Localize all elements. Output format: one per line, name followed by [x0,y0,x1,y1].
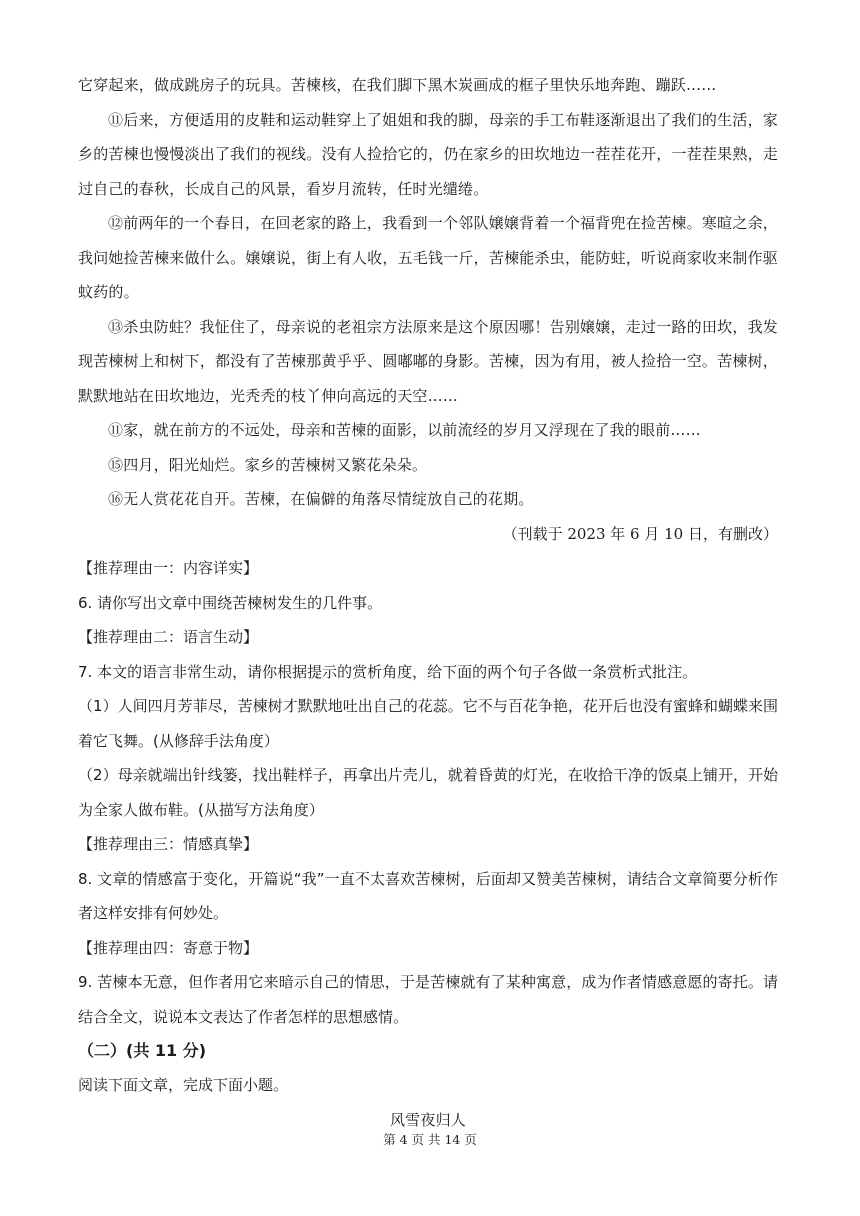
paragraph-16: ⑯无人赏花花自开。苦楝，在偏僻的角落尽情绽放自己的花期。 [108,490,534,508]
article-title: 风雪夜归人 [389,1110,466,1129]
document-body [78,68,778,1137]
paragraph-continued: 它穿起来，做成跳房子的玩具。苦楝核，在我们脚下黑木炭画成的框子里快乐地奔跑、蹦跃…… [78,76,717,94]
section-heading: （二）(共 11 分) [78,1041,207,1060]
paragraph-12: ⑫前两年的一个春日，在回老家的路上，我看到一个邻队嬢嬢背着一个福背兜在捡苦楝。寒暄之余，我问她捡苦楝来做什么。嬢嬢说，街上有人收，五毛钱一斤，苦楝能杀虫，能防蛀，听说商家收来制作驱蚊药的。 [78,214,778,301]
page-footer: 第 4 页 共 14 页 [383,1132,477,1147]
reason-2: 【推荐理由二：语言生动】 [78,628,259,646]
paragraph-14: ⑪家，就在前方的不远处，母亲和苦楝的面影，以前流经的岁月又浮现在了我的眼前…… [108,421,701,439]
question-6: 6. 请你写出文章中围绕苦楝树发生的几件事。 [78,593,383,612]
reason-3: 【推荐理由三：情感真挚】 [78,835,259,853]
reason-4: 【推荐理由四：寄意于物】 [78,938,259,957]
source-note: （刊载于 2023 年 6 月 10 日，有删改） [502,524,778,543]
paragraph-11: ⑪后来，方便适用的皮鞋和运动鞋穿上了姐姐和我的脚，母亲的手工布鞋逐渐退出了我们的生活，家乡的苦楝也慢慢淡出了我们的视线。没有人捡拾它的，仍在家乡的田坎地边一茬茬花开，一茬茬果熟，走过自己的春秋，长成自己的风景，看岁月流转，任时光缱绻。 [78,110,778,198]
paragraph-13: ⑬杀虫防蛀？我怔住了，母亲说的老祖宗方法原来是这个原因哪！告别嬢嬢，走过一路的田坎，我发现苦楝树上和树下，都没有了苦楝那黄乎乎、圆嘟嘟的身影。苦楝，因为有用，被人捡拾一空。苦楝树，默默地站在田坎地边，光秃秃的枝丫伸向高远的天空…… [78,317,778,405]
question-8: 8. 文章的情感富于变化，开篇说“我”一直不太喜欢苦楝树，后面却又赞美苦楝树，请结合文章简要分析作者这样安排有何妙处。 [78,869,778,922]
question-7-2: （2）母亲就端出针线篓，找出鞋样子，再拿出片壳儿，就着昏黄的灯光，在收拾干净的饭桌上铺开，开始为全家人做布鞋。(从描写方法角度） [78,766,778,819]
question-7: 7. 本文的语言非常生动，请你根据提示的赏析角度，给下面的两个句子各做一条赏析式批注。 [78,662,698,681]
question-7-1: （1）人间四月芳菲尽，苦楝树才默默地吐出自己的花蕊。它不与百花争艳，花开后也没有蜜蜂和蝴蝶来围着它飞舞。(从修辞手法角度） [78,697,778,750]
reading-instruction: 阅读下面文章，完成下面小题。 [78,1076,289,1094]
question-9: 9. 苦楝本无意，但作者用它来暗示自己的情思，于是苦楝就有了某种寓意，成为作者情感意愿的寄托。请结合全文，说说本文表达了作者怎样的思想感情。 [78,973,778,1026]
reason-1: 【推荐理由一：内容详实】 [78,559,259,577]
paragraph-15: ⑮四月，阳光灿烂。家乡的苦楝树又繁花朵朵。 [108,455,428,474]
